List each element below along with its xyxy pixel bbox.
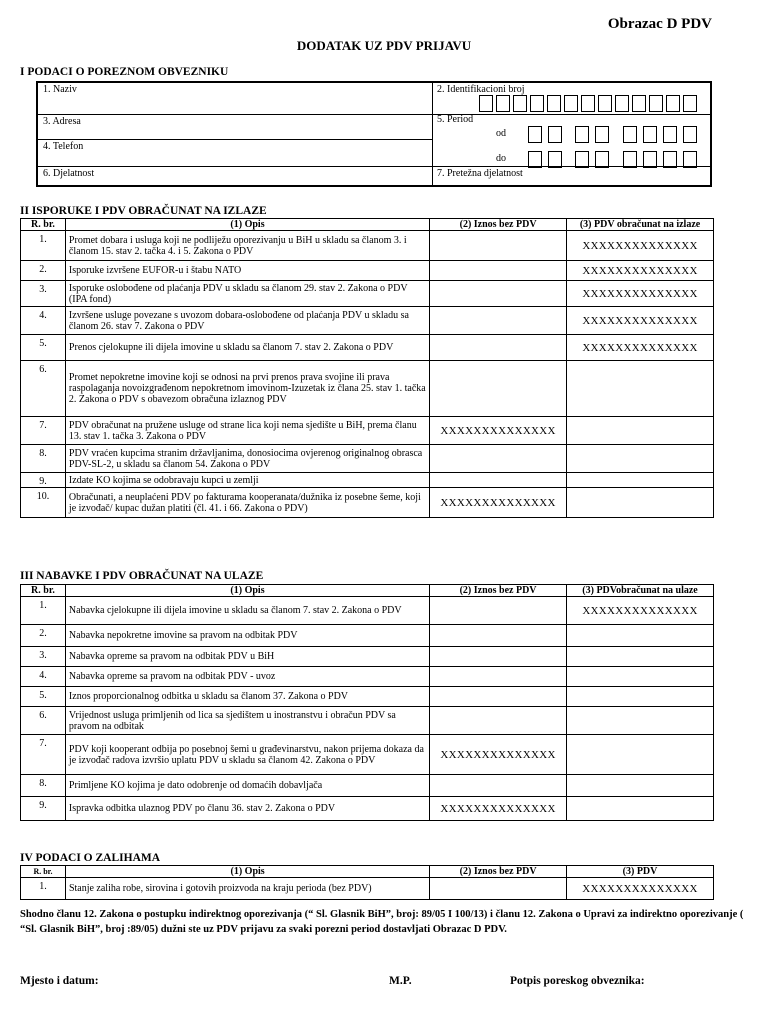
- period-do-label: do: [496, 153, 506, 164]
- row-description: Promet dobara i usluga koji ne podliježu oporezivanju u BiH u skladu sa članom 3. i članom 15. stav 2. tačka 4. i 5. Zakona o PDV: [65, 231, 429, 261]
- id-number-label: 2. Identifikacioni broj: [437, 84, 525, 95]
- period-digit-box[interactable]: [663, 151, 677, 168]
- vat-cell[interactable]: [567, 445, 714, 473]
- period-digit-box[interactable]: [575, 126, 589, 143]
- telefon-label: 4. Telefon: [43, 141, 84, 152]
- amount-cell[interactable]: [430, 261, 567, 281]
- table-row: [21, 797, 714, 821]
- col-rbr: R. br.: [21, 585, 66, 597]
- period-digit-box[interactable]: [623, 151, 637, 168]
- vat-cell[interactable]: [567, 361, 714, 417]
- row-description: Stanje zaliha robe, sirovina i gotovih proizvoda na kraju perioda (bez PDV): [65, 878, 429, 900]
- signature-label: Potpis poreskog obveznika:: [510, 975, 645, 987]
- table-row: [21, 597, 714, 625]
- section3-title: III NABAVKE I PDV OBRAČUNAT NA ULAZE: [20, 570, 264, 582]
- col-iznos: (2) Iznos bez PDV: [430, 219, 567, 231]
- amount-cell[interactable]: [430, 307, 567, 335]
- id-digit-box[interactable]: [496, 95, 510, 112]
- row-number: 9.: [21, 797, 66, 821]
- row-description: PDV obračunat na pružene usluge od strane lica koji nema sjedište u BiH, prema članu 13. stav 1. tačka 3. Zakona o PDV: [65, 417, 429, 445]
- row-description: Isporuke oslobođene od plaćanja PDV u skladu sa članom 29. stav 2. Zakona o PDV (IPA fond): [65, 281, 429, 307]
- inventory-table: [20, 865, 714, 900]
- id-digit-box[interactable]: [513, 95, 527, 112]
- section1-title: I PODACI O POREZNOM OBVEZNIKU: [20, 66, 229, 78]
- period-digit-box[interactable]: [683, 151, 697, 168]
- id-digit-box[interactable]: [598, 95, 612, 112]
- row-number: 2.: [21, 625, 66, 647]
- col-iznos: (2) Iznos bez PDV: [430, 866, 567, 878]
- row-number: 4.: [21, 667, 66, 687]
- amount-cell: XXXXXXXXXXXXXX: [430, 417, 567, 445]
- section2-title: II ISPORUKE I PDV OBRAČUNAT NA IZLAZE: [20, 205, 267, 217]
- table-row: [21, 687, 714, 707]
- table-row: [21, 707, 714, 735]
- period-digit-box[interactable]: [595, 126, 609, 143]
- amount-cell[interactable]: [430, 707, 567, 735]
- table-row: [21, 473, 714, 488]
- amount-cell[interactable]: [430, 775, 567, 797]
- row-number: 7.: [21, 735, 66, 775]
- adresa-label: 3. Adresa: [43, 116, 81, 127]
- djelatnost-label: 6. Djelatnost: [43, 168, 95, 179]
- row-number: 6.: [21, 707, 66, 735]
- amount-cell[interactable]: [430, 687, 567, 707]
- period-digit-box[interactable]: [623, 126, 637, 143]
- amount-cell[interactable]: [430, 473, 567, 488]
- row-number: 10.: [21, 488, 66, 518]
- vat-cell[interactable]: [567, 473, 714, 488]
- amount-cell[interactable]: [430, 361, 567, 417]
- row-number: 1.: [21, 597, 66, 625]
- amount-cell: XXXXXXXXXXXXXX: [430, 797, 567, 821]
- document-title: DODATAK UZ PDV PRIJAVU: [296, 38, 472, 53]
- period-digit-box[interactable]: [528, 126, 542, 143]
- col-opis: (1) Opis: [65, 585, 429, 597]
- stamp-label: M.P.: [389, 975, 412, 987]
- period-digit-box[interactable]: [683, 126, 697, 143]
- id-digit-box[interactable]: [547, 95, 561, 112]
- table-row: [21, 647, 714, 667]
- vat-cell[interactable]: [567, 735, 714, 775]
- row-number: 4.: [21, 307, 66, 335]
- row-description: Vrijednost usluga primljenih od lica sa sjedištem u inostranstvu i obračun PDV sa pravom na odbitak: [65, 707, 429, 735]
- row-description: Nabavka opreme sa pravom na odbitak PDV - uvoz: [65, 667, 429, 687]
- id-digit-box[interactable]: [530, 95, 544, 112]
- place-date-label: Mjesto i datum:: [20, 975, 99, 987]
- amount-cell[interactable]: [430, 281, 567, 307]
- amount-cell: XXXXXXXXXXXXXX: [430, 488, 567, 518]
- vat-cell[interactable]: [567, 797, 714, 821]
- row-description: Izdate KO kojima se odobravaju kupci u zemlji: [65, 473, 429, 488]
- amount-cell[interactable]: [430, 335, 567, 361]
- vat-cell[interactable]: [567, 647, 714, 667]
- col-pdv: (3) PDV: [567, 866, 714, 878]
- table-row: [21, 335, 714, 361]
- table-row: [21, 878, 714, 900]
- row-description: Nabavka cjelokupne ili dijela imovine u skladu sa članom 7. stav 2. Zakona o PDV: [65, 597, 429, 625]
- row-number: 5.: [21, 687, 66, 707]
- inputs-table: [20, 584, 714, 821]
- table-row: [21, 775, 714, 797]
- section4-title: IV PODACI O ZALIHAMA: [20, 852, 161, 864]
- period-digit-box[interactable]: [643, 126, 657, 143]
- row-description: Promet nepokretne imovine koji se odnosi na prvi prenos prava svojine ili prava raspolaganja novoizgrađenom nepokretnom imovinom-Izuzetak iz člana 25. stav 1. tačka 2. Zakona o PDV s obavezom obračuna izlaznog PDV: [65, 361, 429, 417]
- vat-cell: XXXXXXXXXXXXXX: [567, 878, 714, 900]
- row-description: PDV koji kooperant odbija po posebnoj šemi u građevinarstvu, nakon prijema dokaza da je izvođač radova izvršio uplatu PDV u skladu sa članom 42. Zakona o PDV: [65, 735, 429, 775]
- taxpayer-info-box: [36, 81, 712, 187]
- col-iznos: (2) Iznos bez PDV: [430, 585, 567, 597]
- vat-cell[interactable]: [567, 775, 714, 797]
- legal-note: Shodno članu 12. Zakona o postupku indirektnog oporezivanja (“ Sl. Glasnik BiH”, broj: 89/05 I 100/13) i članu 12. Zakona o Upravi za indirektno oporezivanje ( “Sl. Glasnik BiH”, broj :89/05) dužni ste uz PDV prijavu za svaki porezni period dostavljati Obrazac D PDV.: [20, 909, 744, 935]
- period-od-label: od: [496, 128, 506, 139]
- row-number: 6.: [21, 361, 66, 417]
- col-rbr: R. br.: [21, 866, 66, 878]
- period-digit-box[interactable]: [663, 126, 677, 143]
- row-description: Izvršene usluge povezane s uvozom dobara-oslobođene od plaćanja PDV u skladu sa članom 26. stav 7. Zakona o PDV: [65, 307, 429, 335]
- amount-cell[interactable]: [430, 231, 567, 261]
- id-digit-box[interactable]: [479, 95, 493, 112]
- amount-cell[interactable]: [430, 647, 567, 667]
- col-rbr: R. br.: [21, 219, 66, 231]
- amount-cell[interactable]: [430, 597, 567, 625]
- row-number: 1.: [21, 878, 66, 900]
- id-digit-box[interactable]: [649, 95, 663, 112]
- table-row: [21, 231, 714, 261]
- period-digit-box[interactable]: [548, 126, 562, 143]
- row-description: Nabavka nepokretne imovine sa pravom na odbitak PDV: [65, 625, 429, 647]
- table-row: [21, 667, 714, 687]
- table-row: [21, 281, 714, 307]
- id-digit-box[interactable]: [632, 95, 646, 112]
- row-number: 8.: [21, 775, 66, 797]
- row-description: PDV vraćen kupcima stranim državljanima, donosiocima ovjerenog originalnog obrasca PDV-SL-2, u skladu sa članom 54. Zakona o PDV: [65, 445, 429, 473]
- id-digit-box[interactable]: [564, 95, 578, 112]
- outputs-table: [20, 218, 714, 518]
- row-description: Primljene KO kojima je dato odobrenje od domaćih dobavljača: [65, 775, 429, 797]
- row-description: Nabavka opreme sa pravom na odbitak PDV u BiH: [65, 647, 429, 667]
- naziv-label: 1. Naziv: [43, 84, 77, 95]
- row-number: 7.: [21, 417, 66, 445]
- vat-cell: XXXXXXXXXXXXXX: [567, 281, 714, 307]
- row-number: 9.: [21, 473, 66, 488]
- vat-cell[interactable]: [567, 625, 714, 647]
- form-code: Obrazac D PDV: [607, 16, 712, 32]
- vat-cell: XXXXXXXXXXXXXX: [567, 261, 714, 281]
- row-description: Isporuke izvršene EUFOR-u i štabu NATO: [65, 261, 429, 281]
- table-row: [21, 735, 714, 775]
- vat-cell[interactable]: [567, 488, 714, 518]
- row-number: 5.: [21, 335, 66, 361]
- vat-cell[interactable]: [567, 667, 714, 687]
- row-description: Obračunati, a neuplaćeni PDV po fakturama kooperanata/dužnika iz posebne šeme, koji je izvođač/ kupac dužan platiti (čl. 41. i 66. Zakona o PDV): [65, 488, 429, 518]
- row-number: 2.: [21, 261, 66, 281]
- period-digit-box[interactable]: [595, 151, 609, 168]
- amount-cell[interactable]: [430, 878, 567, 900]
- pretezna-djelatnost-label: 7. Pretežna djelatnost: [437, 168, 523, 179]
- table-row: [21, 261, 714, 281]
- amount-cell: XXXXXXXXXXXXXX: [430, 735, 567, 775]
- row-number: 3.: [21, 281, 66, 307]
- table-row: [21, 445, 714, 473]
- vat-cell[interactable]: [567, 707, 714, 735]
- period-digit-box[interactable]: [528, 151, 542, 168]
- row-number: 8.: [21, 445, 66, 473]
- col-pdv: (3) PDV obračunat na izlaze: [567, 219, 714, 231]
- id-digit-box[interactable]: [615, 95, 629, 112]
- vat-cell: XXXXXXXXXXXXXX: [567, 307, 714, 335]
- id-digit-box[interactable]: [581, 95, 595, 112]
- col-pdv: (3) PDVobračunat na ulaze: [567, 585, 714, 597]
- table-row: [21, 488, 714, 518]
- id-digit-box[interactable]: [666, 95, 680, 112]
- vat-cell: XXXXXXXXXXXXXX: [567, 335, 714, 361]
- vat-cell: XXXXXXXXXXXXXX: [567, 597, 714, 625]
- vat-cell: XXXXXXXXXXXXXX: [567, 231, 714, 261]
- vat-cell[interactable]: [567, 417, 714, 445]
- amount-cell[interactable]: [430, 667, 567, 687]
- table-row: [21, 625, 714, 647]
- period-digit-box[interactable]: [575, 151, 589, 168]
- row-number: 1.: [21, 231, 66, 261]
- row-description: Iznos proporcionalnog odbitka u skladu sa članom 37. Zakona o PDV: [65, 687, 429, 707]
- amount-cell[interactable]: [430, 625, 567, 647]
- amount-cell[interactable]: [430, 445, 567, 473]
- period-label: 5. Period: [437, 114, 474, 125]
- table-row: [21, 361, 714, 417]
- col-opis: (1) Opis: [65, 866, 429, 878]
- row-description: Prenos cjelokupne ili dijela imovine u skladu sa članom 7. stav 2. Zakona o PDV: [65, 335, 429, 361]
- row-description: Ispravka odbitka ulaznog PDV po članu 36. stav 2. Zakona o PDV: [65, 797, 429, 821]
- table-row: [21, 417, 714, 445]
- table-row: [21, 307, 714, 335]
- vat-cell[interactable]: [567, 687, 714, 707]
- row-number: 3.: [21, 647, 66, 667]
- id-digit-box[interactable]: [683, 95, 697, 112]
- period-digit-box[interactable]: [643, 151, 657, 168]
- col-opis: (1) Opis: [65, 219, 429, 231]
- period-digit-box[interactable]: [548, 151, 562, 168]
